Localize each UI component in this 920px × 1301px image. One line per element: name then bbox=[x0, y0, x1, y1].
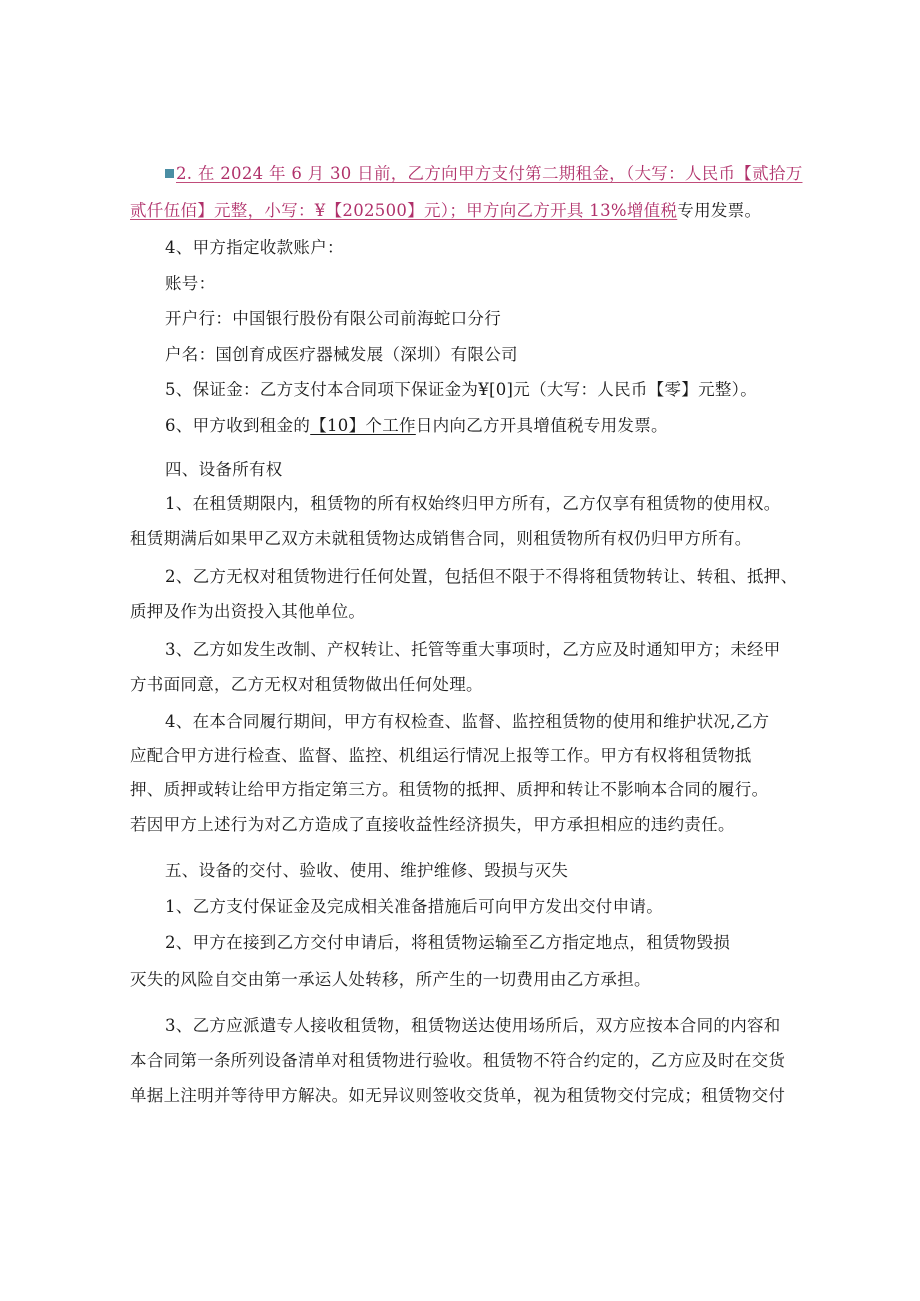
section-5-heading: 五、设备的交付、验收、使用、维护维修、毁损与灭失 bbox=[165, 861, 569, 880]
deposit-clause: 5、保证金：乙方支付本合同项下保证金为¥[0]元（大写：人民币【零】元整）。 bbox=[165, 380, 758, 399]
section-4-para-3-line-1: 3、乙方如发生改制、产权转让、托管等重大事项时，乙方应及时通知甲方；未经甲 bbox=[165, 640, 781, 659]
section-4-para-4-line-4: 若因甲方上述行为对乙方造成了直接收益性经济损失，甲方承担相应的违约责任。 bbox=[130, 815, 735, 834]
section-4-para-4-line-1: 4、在本合同履行期间，甲方有权检查、监督、监控租赁物的使用和维护状况,乙方 bbox=[165, 712, 770, 731]
body-text: 专用发票。 bbox=[677, 201, 762, 220]
body-text: 日内向乙方开具增值税专用发票。 bbox=[415, 416, 668, 435]
account-holder: 户名：国创育成医疗器械发展（深圳）有限公司 bbox=[165, 345, 518, 364]
revision-marker-icon bbox=[165, 169, 174, 178]
section-5-para-2-line-2: 灭失的风险自交由第一承运人处转移，所产生的一切费用由乙方承担。 bbox=[130, 970, 651, 989]
section-4-para-4-line-2: 应配合甲方进行检查、监督、监控、机组运行情况上报等工作。甲方有权将租赁物抵 bbox=[130, 746, 752, 765]
body-text: 6、甲方收到租金的 bbox=[165, 416, 311, 435]
underlined-term: 【10】个工作 bbox=[310, 416, 416, 435]
revised-text: 贰仟伍佰】元整，小写：¥【202500】元）；甲方向乙方开具 13%增值税 bbox=[130, 201, 678, 220]
section-4-para-4-line-3: 押、质押或转让给甲方指定第三方。租赁物的抵押、质押和转让不影响本合同的履行。 bbox=[130, 780, 769, 799]
section-5-para-1: 1、乙方支付保证金及完成相关准备措施后可向甲方发出交付申请。 bbox=[165, 897, 663, 916]
section-4-para-1-line-1: 1、在租赁期限内，租赁物的所有权始终归甲方所有，乙方仅享有租赁物的使用权。 bbox=[165, 494, 781, 513]
section-5-para-3-line-1: 3、乙方应派遣专人接收租赁物，租赁物送达使用场所后，双方应按本合同的内容和 bbox=[165, 1016, 781, 1035]
account-heading: 4、甲方指定收款账户： bbox=[165, 238, 344, 257]
section-5-para-3-line-2: 本合同第一条所列设备清单对租赁物进行验收。租赁物不符合约定的，乙方应及时在交货 bbox=[130, 1051, 786, 1070]
section-4-para-2-line-1: 2、乙方无权对租赁物进行任何处置，包括但不限于不得将租赁物转让、转租、抵押、 bbox=[165, 567, 798, 586]
section-4-para-1-line-2: 租赁期满后如果甲乙双方未就租赁物达成销售合同，则租赁物所有权仍归甲方所有。 bbox=[130, 529, 752, 548]
payment-clause-2-line-1 bbox=[165, 160, 803, 184]
payment-clause-2-line-2 bbox=[130, 197, 761, 221]
revised-text: 2. 在 2024 年 6 月 30 日前，乙方向甲方支付第二期租金，（大写：人民币【贰拾万 bbox=[176, 164, 803, 183]
section-4-heading: 四、设备所有权 bbox=[165, 460, 283, 479]
section-4-para-3-line-2: 方书面同意，乙方无权对租赁物做出任何处理。 bbox=[130, 675, 483, 694]
section-5-para-2-line-1: 2、甲方在接到乙方交付申请后，将租赁物运输至乙方指定地点，租赁物毁损 bbox=[165, 933, 731, 952]
account-bank: 开户行：中国银行股份有限公司前海蛇口分行 bbox=[165, 309, 501, 328]
account-number: 账号： bbox=[165, 274, 216, 293]
section-4-para-2-line-2: 质押及作为出资投入其他单位。 bbox=[130, 602, 366, 621]
invoice-clause bbox=[165, 412, 668, 436]
section-5-para-3-line-3: 单据上注明并等待甲方解决。如无异议则签收交货单，视为租赁物交付完成；租赁物交付 bbox=[130, 1086, 786, 1105]
